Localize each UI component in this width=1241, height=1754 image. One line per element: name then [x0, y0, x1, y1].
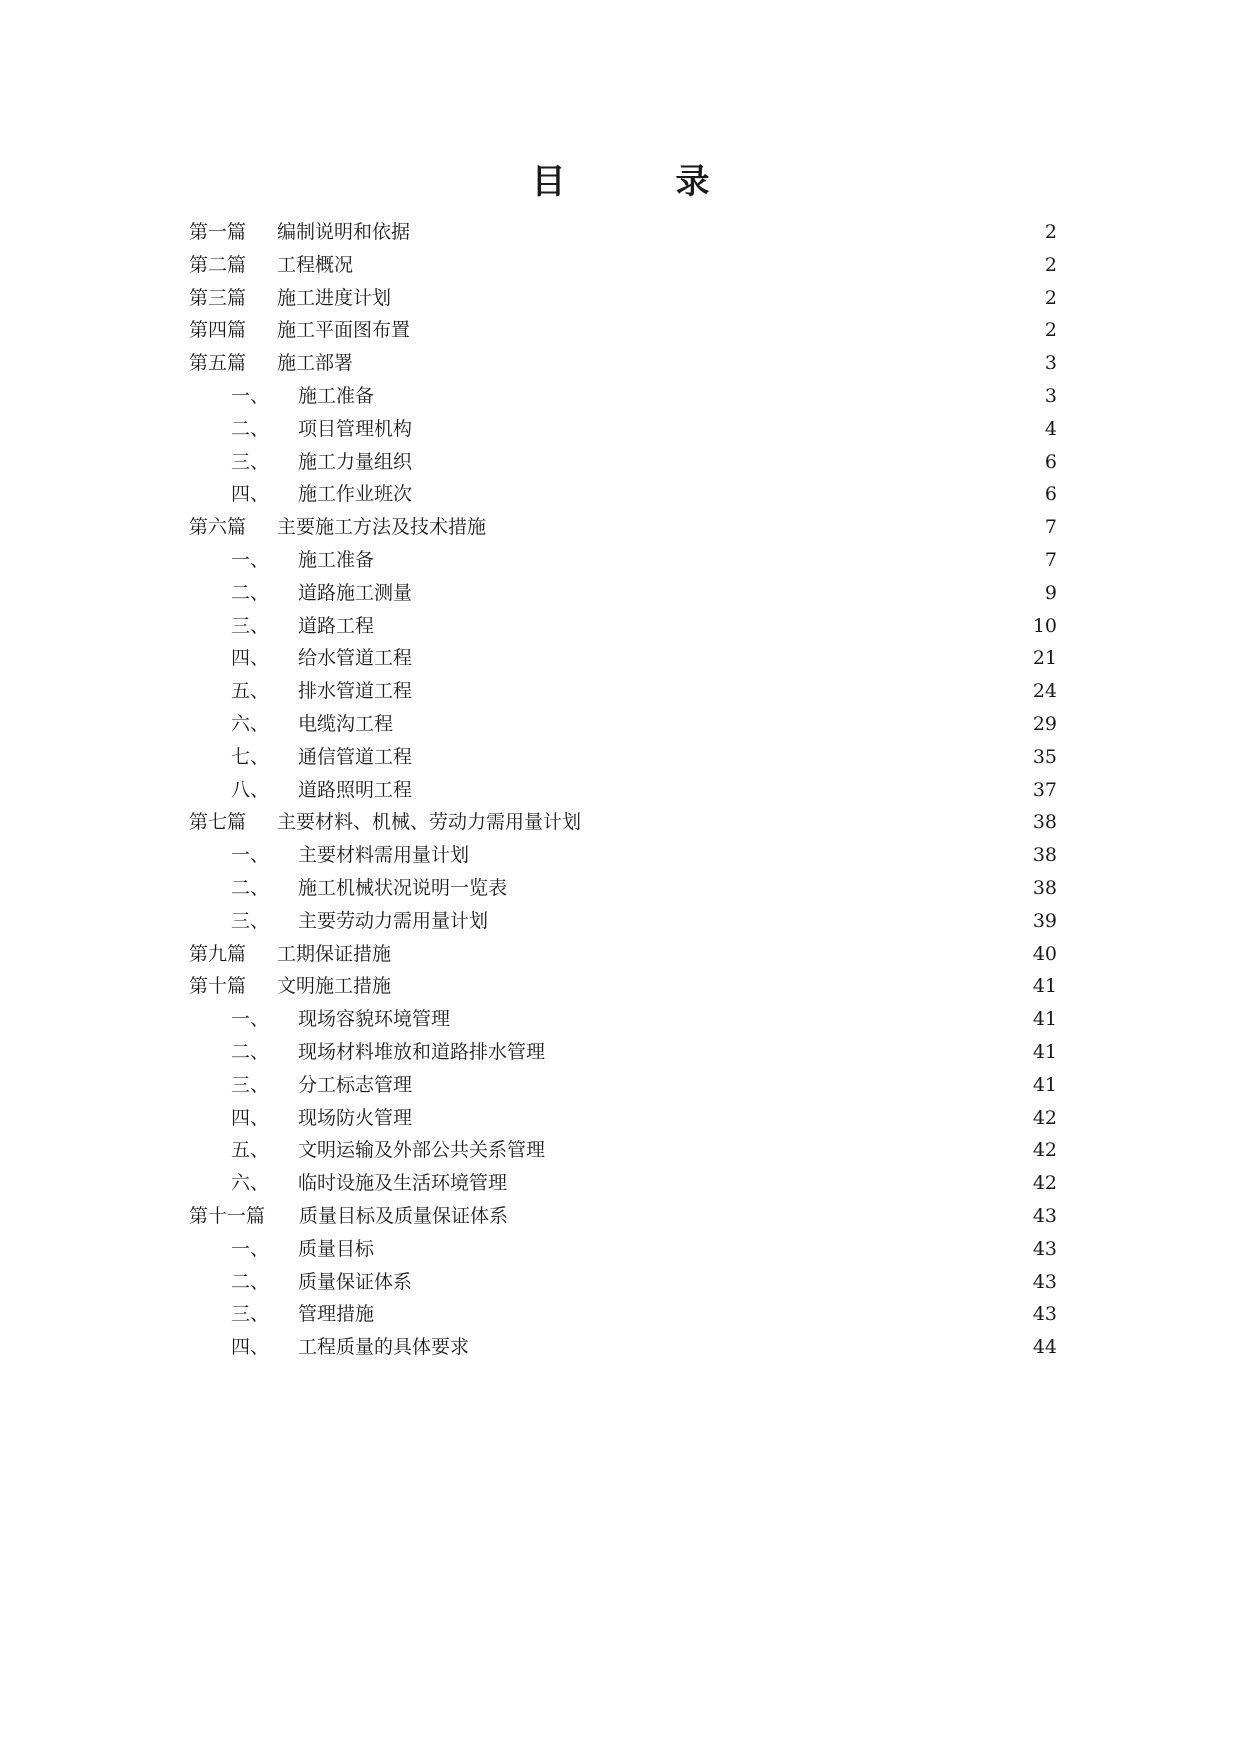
toc-entry-label: 给水管道工程	[298, 647, 413, 670]
toc-section-entry[interactable]	[189, 1102, 1057, 1135]
toc-dot-leader	[394, 729, 1032, 730]
toc-entry-number: 五、	[231, 680, 270, 703]
toc-entry-label: 管理措施	[298, 1303, 375, 1326]
toc-entry-label: 工程质量的具体要求	[298, 1336, 470, 1359]
toc-entry-label: 现场材料堆放和道路排水管理	[298, 1040, 546, 1063]
toc-entry-label: 分工标志管理	[298, 1073, 413, 1096]
toc-entry-number: 二、	[231, 581, 270, 604]
toc-section-entry[interactable]	[189, 642, 1057, 675]
toc-page-number: 38	[1032, 876, 1057, 899]
toc-entry-label: 主要施工方法及技术措施	[277, 516, 487, 539]
toc-entry-label: 排水管道工程	[298, 680, 413, 703]
toc-entry-number: 一、	[231, 384, 270, 407]
toc-entry-label: 项目管理机构	[298, 417, 413, 440]
toc-section-entry[interactable]	[189, 610, 1057, 643]
toc-section-entry[interactable]	[189, 1003, 1057, 1036]
toc-section-entry[interactable]	[189, 413, 1057, 446]
toc-dot-leader	[375, 401, 1044, 402]
toc-dot-leader	[411, 335, 1044, 336]
toc-dot-leader	[546, 1155, 1032, 1156]
toc-entry-number: 一、	[231, 844, 270, 867]
toc-entry-label: 道路工程	[298, 614, 375, 637]
toc-section-entry[interactable]	[189, 741, 1057, 774]
toc-entry-number: 一、	[231, 1237, 270, 1260]
toc-entry-number: 一、	[231, 548, 270, 571]
toc-entry-number: 第十一篇	[189, 1204, 266, 1227]
toc-entry-number: 二、	[231, 417, 270, 440]
toc-section-entry[interactable]	[189, 1266, 1057, 1299]
toc-page-number: 43	[1032, 1204, 1057, 1227]
toc-dot-leader	[375, 1254, 1032, 1255]
toc-entry-number: 第七篇	[189, 811, 247, 834]
toc-page-number: 6	[1044, 450, 1057, 473]
toc-dot-leader	[375, 565, 1044, 566]
toc-entry-number: 七、	[231, 745, 270, 768]
toc-page-number: 10	[1032, 614, 1057, 637]
toc-section-entry[interactable]	[189, 1134, 1057, 1167]
toc-chapter-entry[interactable]	[189, 347, 1057, 380]
toc-section-entry[interactable]	[189, 872, 1057, 905]
toc-entry-label: 施工作业班次	[298, 483, 413, 506]
page-title: 目 录	[531, 162, 748, 202]
toc-entry-label: 道路照明工程	[298, 778, 413, 801]
toc-page-number: 37	[1032, 778, 1057, 801]
toc-entry-label: 工程概况	[277, 253, 354, 276]
toc-section-entry[interactable]	[189, 478, 1057, 511]
toc-section-entry[interactable]	[189, 675, 1057, 708]
toc-entry-label: 临时设施及生活环境管理	[298, 1172, 508, 1195]
toc-entry-number: 第二篇	[189, 253, 247, 276]
toc-section-entry[interactable]	[189, 1167, 1057, 1200]
toc-dot-leader	[451, 1024, 1032, 1025]
toc-entry-label: 文明施工措施	[277, 975, 392, 998]
toc-entry-number: 四、	[231, 483, 270, 506]
toc-entry-label: 电缆沟工程	[298, 712, 394, 735]
toc-page-number: 3	[1044, 352, 1057, 375]
toc-entry-label: 主要劳动力需用量计划	[298, 909, 489, 932]
toc-dot-leader	[392, 991, 1032, 992]
toc-page-number: 41	[1032, 1040, 1057, 1063]
toc-section-entry[interactable]	[189, 380, 1057, 413]
toc-page-number: 42	[1032, 1106, 1057, 1129]
toc-page-number: 2	[1044, 253, 1057, 276]
toc-entry-number: 五、	[231, 1139, 270, 1162]
toc-section-entry[interactable]	[189, 446, 1057, 479]
toc-dot-leader	[413, 696, 1032, 697]
toc-entry-number: 八、	[231, 778, 270, 801]
toc-dot-leader	[375, 1319, 1032, 1320]
toc-dot-leader	[413, 467, 1044, 468]
toc-dot-leader	[582, 827, 1032, 828]
toc-dot-leader	[509, 1221, 1032, 1222]
toc-entry-label: 施工准备	[298, 548, 375, 571]
toc-entry-number: 四、	[231, 1336, 270, 1359]
toc-chapter-entry[interactable]	[189, 938, 1057, 971]
toc-entry-label: 施工机械状况说明一览表	[298, 876, 508, 899]
toc-page-number: 2	[1044, 221, 1057, 243]
toc-entry-number: 第九篇	[189, 942, 247, 965]
toc-entry-number: 第四篇	[189, 319, 247, 342]
table-of-contents	[189, 216, 1057, 1364]
toc-entry-number: 三、	[231, 614, 270, 637]
toc-dot-leader	[546, 1057, 1032, 1058]
toc-entry-number: 四、	[231, 1106, 270, 1129]
toc-entry-number: 一、	[231, 1008, 270, 1031]
toc-entry-number: 六、	[231, 1172, 270, 1195]
toc-entry-label: 施工准备	[298, 384, 375, 407]
toc-page-number: 38	[1032, 811, 1057, 834]
toc-chapter-entry[interactable]	[189, 511, 1057, 544]
toc-dot-leader	[413, 499, 1044, 500]
toc-page-number: 41	[1032, 1008, 1057, 1031]
toc-entry-label: 施工部署	[277, 352, 354, 375]
toc-entry-number: 四、	[231, 647, 270, 670]
toc-chapter-entry[interactable]	[189, 282, 1057, 315]
toc-page-number: 35	[1032, 745, 1057, 768]
toc-page-number: 39	[1032, 909, 1057, 932]
toc-page-number: 43	[1032, 1270, 1057, 1293]
toc-section-entry[interactable]	[189, 774, 1057, 807]
toc-entry-number: 二、	[231, 876, 270, 899]
toc-dot-leader	[413, 1287, 1032, 1288]
toc-chapter-entry[interactable]	[189, 249, 1057, 282]
toc-entry-label: 主要材料、机械、劳动力需用量计划	[277, 811, 582, 834]
toc-chapter-entry[interactable]	[189, 314, 1057, 347]
toc-entry-label: 编制说明和依据	[277, 221, 411, 243]
toc-section-entry[interactable]	[189, 577, 1057, 610]
toc-entry-number: 二、	[231, 1040, 270, 1063]
toc-dot-leader	[470, 1352, 1032, 1353]
toc-section-entry[interactable]	[189, 1036, 1057, 1069]
toc-dot-leader	[354, 270, 1044, 271]
toc-dot-leader	[413, 795, 1032, 796]
toc-entry-label: 通信管道工程	[298, 745, 413, 768]
toc-page-number: 42	[1032, 1139, 1057, 1162]
toc-page-number: 41	[1032, 1073, 1057, 1096]
toc-entry-number: 第一篇	[189, 221, 247, 243]
toc-section-entry[interactable]	[189, 544, 1057, 577]
toc-entry-label: 质量目标	[298, 1237, 375, 1260]
toc-page-number: 44	[1032, 1336, 1057, 1359]
toc-dot-leader	[392, 959, 1032, 960]
toc-chapter-entry[interactable]	[189, 970, 1057, 1003]
toc-entry-label: 施工平面图布置	[277, 319, 411, 342]
toc-page-number: 2	[1044, 286, 1057, 309]
toc-entry-label: 现场防火管理	[298, 1106, 413, 1129]
toc-entry-label: 道路施工测量	[298, 581, 413, 604]
toc-section-entry[interactable]	[189, 839, 1057, 872]
toc-dot-leader	[413, 1090, 1032, 1091]
toc-entry-label: 现场容貌环境管理	[298, 1008, 451, 1031]
toc-section-entry[interactable]	[189, 1233, 1057, 1266]
toc-page-number: 2	[1044, 319, 1057, 342]
toc-section-entry[interactable]	[189, 1298, 1057, 1331]
toc-page-number: 21	[1032, 647, 1057, 670]
toc-page-number: 4	[1044, 417, 1057, 440]
toc-page-number: 40	[1032, 942, 1057, 965]
toc-entry-label: 质量目标及质量保证体系	[299, 1204, 509, 1227]
toc-entry-number: 第十篇	[189, 975, 247, 998]
toc-page-number: 24	[1032, 680, 1057, 703]
toc-dot-leader	[413, 663, 1032, 664]
toc-entry-number: 第六篇	[189, 516, 247, 539]
toc-chapter-entry[interactable]	[189, 806, 1057, 839]
toc-section-entry[interactable]	[189, 905, 1057, 938]
toc-page-number: 29	[1032, 712, 1057, 735]
toc-entry-number: 第五篇	[189, 352, 247, 375]
toc-entry-label: 文明运输及外部公共关系管理	[298, 1139, 546, 1162]
toc-dot-leader	[413, 434, 1044, 435]
toc-entry-number: 三、	[231, 909, 270, 932]
toc-dot-leader	[470, 860, 1032, 861]
toc-entry-number: 三、	[231, 1303, 270, 1326]
toc-chapter-entry[interactable]	[189, 1200, 1057, 1233]
toc-entry-label: 施工力量组织	[298, 450, 413, 473]
toc-section-entry[interactable]	[189, 1331, 1057, 1364]
toc-page-number: 43	[1032, 1303, 1057, 1326]
toc-page-number: 38	[1032, 844, 1057, 867]
toc-dot-leader	[508, 893, 1032, 894]
toc-page-number: 41	[1032, 975, 1057, 998]
toc-dot-leader	[411, 237, 1044, 238]
toc-entry-label: 施工进度计划	[277, 286, 392, 309]
toc-chapter-entry[interactable]	[189, 216, 1057, 249]
toc-entry-number: 二、	[231, 1270, 270, 1293]
toc-page-number: 43	[1032, 1237, 1057, 1260]
toc-dot-leader	[375, 631, 1032, 632]
toc-dot-leader	[489, 926, 1032, 927]
toc-page-number: 9	[1044, 581, 1057, 604]
toc-page-number: 42	[1032, 1172, 1057, 1195]
toc-entry-number: 三、	[231, 450, 270, 473]
toc-dot-leader	[354, 368, 1044, 369]
toc-entry-label: 主要材料需用量计划	[298, 844, 470, 867]
toc-entry-number: 第三篇	[189, 286, 247, 309]
toc-section-entry[interactable]	[189, 1069, 1057, 1102]
toc-entry-number: 三、	[231, 1073, 270, 1096]
toc-page-number: 7	[1044, 548, 1057, 571]
toc-dot-leader	[508, 1188, 1032, 1189]
toc-entry-number: 六、	[231, 712, 270, 735]
toc-dot-leader	[487, 532, 1044, 533]
toc-entry-label: 质量保证体系	[298, 1270, 413, 1293]
toc-entry-label: 工期保证措施	[277, 942, 392, 965]
toc-dot-leader	[413, 762, 1032, 763]
toc-dot-leader	[413, 1123, 1032, 1124]
toc-section-entry[interactable]	[189, 708, 1057, 741]
toc-page-number: 7	[1044, 516, 1057, 539]
toc-dot-leader	[413, 598, 1044, 599]
toc-dot-leader	[392, 303, 1044, 304]
toc-page-number: 3	[1044, 384, 1057, 407]
toc-page-number: 6	[1044, 483, 1057, 506]
